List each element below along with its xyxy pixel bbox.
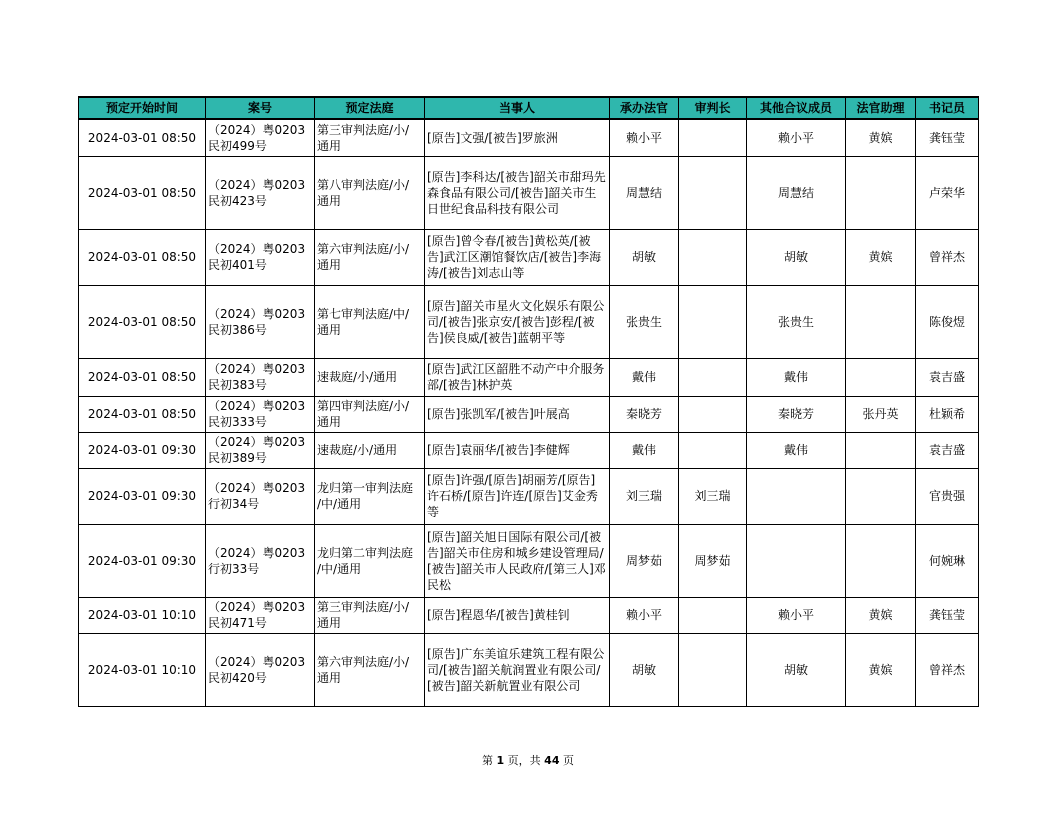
cell-parties: [原告]韶关旭日国际有限公司/[被告]韶关市住房和城乡建设管理局/[被告]韶关市人民政府/[第三人]邓民松 [425,524,610,597]
cell-courtroom: 速裁庭/小/通用 [315,432,425,468]
cell-courtroom: 速裁庭/小/通用 [315,358,425,396]
cell-courtroom: 龙归第二审判法庭 /中/通用 [315,524,425,597]
cell-parties: [原告]广东美谊乐建筑工程有限公司/[被告]韶关航润置业有限公司/[被告]韶关新航置业有限公司 [425,633,610,706]
cell-parties: [原告]李科达/[被告]韶关市甜玛先森食品有限公司/[被告]韶关市生日世纪食品科技有限公司 [425,156,610,229]
cell-clerk: 官贵强 [916,468,979,524]
cell-clerk: 袁吉盛 [916,432,979,468]
cell-clerk: 曾祥杰 [916,633,979,706]
table-row [79,119,979,156]
cell-presiding-judge: 张贵生 [610,285,679,358]
cell-other-members: 张贵生 [747,285,846,358]
cell-start-time: 2024-03-01 08:50 [79,358,206,396]
cell-parties: [原告]文强/[被告]罗旅洲 [425,119,610,156]
cell-case-number: （2024）粤0203 民初383号 [206,358,315,396]
cell-chief-judge: 刘三瑞 [679,468,747,524]
table-row [79,229,979,285]
cell-start-time: 2024-03-01 08:50 [79,396,206,432]
header-courtroom: 预定法庭 [315,97,425,119]
cell-case-number: （2024）粤0203 民初333号 [206,396,315,432]
cell-start-time: 2024-03-01 09:30 [79,432,206,468]
cell-start-time: 2024-03-01 09:30 [79,524,206,597]
table-row [79,468,979,524]
cell-parties: [原告]曾令春/[被告]黄松英/[被告]武江区潮馆餐饮店/[被告]李海涛/[被告]刘志山等 [425,229,610,285]
table-header-row [79,97,979,119]
table-row [79,358,979,396]
cell-start-time: 2024-03-01 08:50 [79,119,206,156]
cell-case-number: （2024）粤0203 民初420号 [206,633,315,706]
cell-start-time: 2024-03-01 10:10 [79,633,206,706]
cell-clerk: 何婉琳 [916,524,979,597]
cell-clerk: 袁吉盛 [916,358,979,396]
table-row [79,524,979,597]
header-clerk: 书记员 [916,97,979,119]
cell-parties: [原告]程恩华/[被告]黄桂钊 [425,597,610,633]
cell-clerk: 龚钰莹 [916,597,979,633]
cell-chief-judge [679,396,747,432]
cell-parties: [原告]张凯军/[被告]叶展高 [425,396,610,432]
cell-judge-assistant: 张丹英 [846,396,916,432]
page-footer [0,752,1056,768]
cell-presiding-judge: 周慧结 [610,156,679,229]
cell-start-time: 2024-03-01 10:10 [79,597,206,633]
cell-chief-judge [679,229,747,285]
cell-chief-judge [679,358,747,396]
cell-chief-judge [679,633,747,706]
table-row [79,396,979,432]
cell-courtroom: 第八审判法庭/小/ 通用 [315,156,425,229]
cell-presiding-judge: 戴伟 [610,358,679,396]
cell-case-number: （2024）粤0203 民初423号 [206,156,315,229]
cell-judge-assistant: 黄嫔 [846,597,916,633]
cell-other-members [747,468,846,524]
cell-case-number: （2024）粤0203 行初34号 [206,468,315,524]
cell-start-time: 2024-03-01 09:30 [79,468,206,524]
cell-start-time: 2024-03-01 08:50 [79,229,206,285]
cell-courtroom: 龙归第一审判法庭 /中/通用 [315,468,425,524]
footer-prefix: 第 [482,754,497,767]
cell-courtroom: 第七审判法庭/中/ 通用 [315,285,425,358]
cell-other-members: 戴伟 [747,432,846,468]
cell-judge-assistant [846,468,916,524]
cell-courtroom: 第三审判法庭/小/ 通用 [315,597,425,633]
cell-presiding-judge: 赖小平 [610,119,679,156]
cell-case-number: （2024）粤0203 民初499号 [206,119,315,156]
cell-case-number: （2024）粤0203 民初386号 [206,285,315,358]
cell-start-time: 2024-03-01 08:50 [79,285,206,358]
cell-other-members: 胡敏 [747,633,846,706]
cell-other-members: 秦晓芳 [747,396,846,432]
cell-chief-judge [679,285,747,358]
footer-total-pages: 44 [544,754,560,767]
cell-start-time: 2024-03-01 08:50 [79,156,206,229]
cell-presiding-judge: 刘三瑞 [610,468,679,524]
table-row [79,432,979,468]
table-row [79,633,979,706]
cell-chief-judge [679,156,747,229]
footer-suffix: 页 [559,754,574,767]
table-row [79,285,979,358]
cell-parties: [原告]武江区韶胜不动产中介服务部/[被告]林护英 [425,358,610,396]
cell-judge-assistant [846,285,916,358]
cell-other-members: 赖小平 [747,119,846,156]
header-start-time: 预定开始时间 [79,97,206,119]
cell-other-members: 胡敏 [747,229,846,285]
header-parties: 当事人 [425,97,610,119]
cell-case-number: （2024）粤0203 民初401号 [206,229,315,285]
cell-case-number: （2024）粤0203 民初389号 [206,432,315,468]
cell-courtroom: 第六审判法庭/小/ 通用 [315,633,425,706]
header-other-members: 其他合议成员 [747,97,846,119]
cell-chief-judge: 周梦茹 [679,524,747,597]
table-row [79,156,979,229]
cell-parties: [原告]袁丽华/[被告]李健辉 [425,432,610,468]
cell-judge-assistant: 黄嫔 [846,119,916,156]
cell-judge-assistant: 黄嫔 [846,633,916,706]
footer-middle: 页，共 [504,754,545,767]
cell-courtroom: 第六审判法庭/小/ 通用 [315,229,425,285]
cell-parties: [原告]许强/[原告]胡丽芳/[原告]许石桥/[原告]许连/[原告]艾金秀等 [425,468,610,524]
cell-clerk: 龚钰莹 [916,119,979,156]
cell-judge-assistant: 黄嫔 [846,229,916,285]
cell-case-number: （2024）粤0203 行初33号 [206,524,315,597]
cell-judge-assistant [846,432,916,468]
cell-judge-assistant [846,156,916,229]
table-row [79,597,979,633]
cell-other-members: 周慧结 [747,156,846,229]
cell-presiding-judge: 戴伟 [610,432,679,468]
cell-parties: [原告]韶关市星火文化娱乐有限公司/[被告]张京安/[被告]彭程/[被告]侯良威/[被告]蓝朝平等 [425,285,610,358]
cell-presiding-judge: 周梦茹 [610,524,679,597]
header-chief-judge: 审判长 [679,97,747,119]
hearing-schedule-table [78,96,979,707]
header-case-number: 案号 [206,97,315,119]
cell-judge-assistant [846,358,916,396]
cell-courtroom: 第四审判法庭/小/ 通用 [315,396,425,432]
cell-judge-assistant [846,524,916,597]
cell-presiding-judge: 秦晓芳 [610,396,679,432]
cell-clerk: 杜颖希 [916,396,979,432]
cell-clerk: 卢荣华 [916,156,979,229]
header-presiding-judge: 承办法官 [610,97,679,119]
cell-other-members [747,524,846,597]
cell-chief-judge [679,119,747,156]
cell-clerk: 陈俊煜 [916,285,979,358]
cell-presiding-judge: 胡敏 [610,229,679,285]
cell-clerk: 曾祥杰 [916,229,979,285]
footer-page-number: 1 [496,754,505,767]
cell-chief-judge [679,597,747,633]
cell-presiding-judge: 赖小平 [610,597,679,633]
cell-chief-judge [679,432,747,468]
header-judge-assistant: 法官助理 [846,97,916,119]
cell-courtroom: 第三审判法庭/小/ 通用 [315,119,425,156]
cell-case-number: （2024）粤0203 民初471号 [206,597,315,633]
cell-other-members: 赖小平 [747,597,846,633]
cell-presiding-judge: 胡敏 [610,633,679,706]
cell-other-members: 戴伟 [747,358,846,396]
